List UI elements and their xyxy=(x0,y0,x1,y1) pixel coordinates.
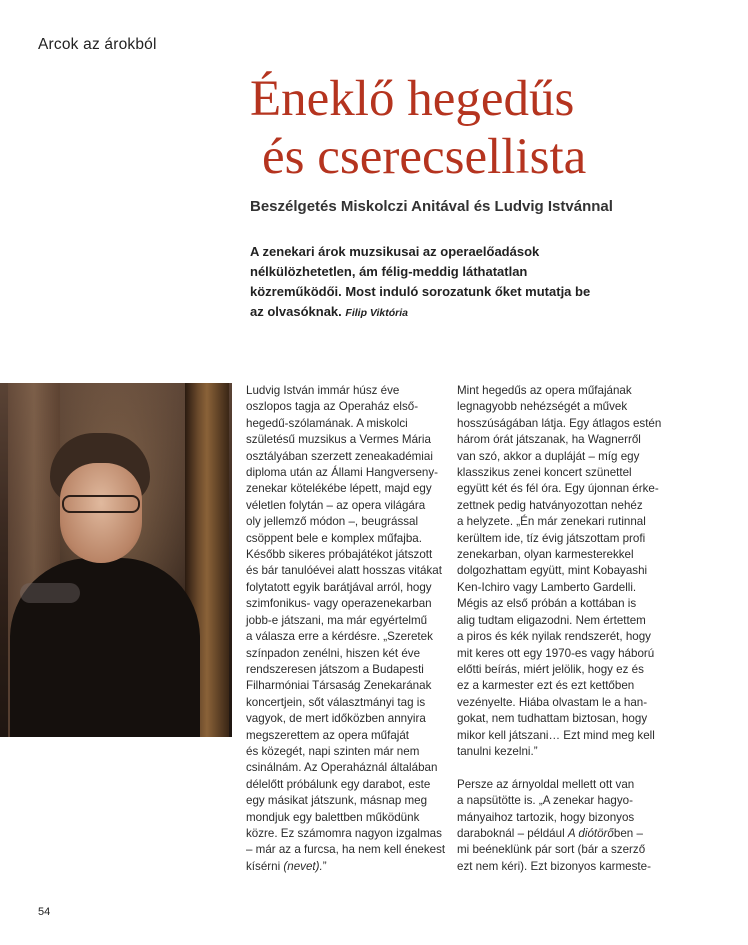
text-line: három órát játszanak, ha Wagnerről xyxy=(457,433,641,447)
text-line: oly jellemző módon –, beugrással xyxy=(246,515,419,529)
text-line: zenekarban, olyan karmesterekkel xyxy=(457,548,634,562)
text-line: klasszikus zenei koncert szünettel xyxy=(457,466,632,480)
text-line: ez a karmester ezt és ezt kettőben xyxy=(457,679,635,693)
text-line: legnagyobb nehézségét a művek xyxy=(457,400,628,414)
title-line: és cserecsellista xyxy=(262,129,587,185)
text-line: folytatott egyik barátjával arról, hogy xyxy=(246,580,432,594)
article-title xyxy=(250,70,586,186)
text-line: mi beéneklünk pár sort (bár a szerző xyxy=(457,843,646,857)
text-segment: daraboknál – például xyxy=(457,826,565,840)
text-line: diploma után az Állami Hangverseny- xyxy=(246,466,439,480)
text-line: és bár tanulóévei alatt hosszas vitákat xyxy=(246,564,442,578)
text-segment: kísérni xyxy=(246,859,281,873)
text-line: mit keres ott egy 1970-es vagy háború xyxy=(457,646,655,660)
lead-line: közreműködői. Most induló sorozatunk őket mutatja be xyxy=(250,284,591,299)
text-line: kerültem ide, tíz évig játszottam profi xyxy=(457,531,646,545)
text-line: a válasza erre a kérdésre. „Szeretek xyxy=(246,630,433,644)
lead-paragraph xyxy=(250,242,610,323)
text-line: mányaihoz tartozik, hogy bizonyos xyxy=(457,810,635,824)
text-line: gokat, nem tudhattam biztosan, hogy xyxy=(457,712,648,726)
text-line: Ken-Ichiro vagy Lamberto Gardelli. xyxy=(457,580,637,594)
portrait-photo xyxy=(0,383,232,737)
photo-shoulder-highlight xyxy=(20,583,80,603)
text-line: Persze az árnyoldal mellett ott van xyxy=(457,777,635,791)
text-line: oszlopos tagja az Operaház első- xyxy=(246,400,419,414)
text-line: osztályában szerzett zeneakadémiai xyxy=(246,449,433,463)
closing-quote: ” xyxy=(322,859,327,873)
text-line: rendszeresen játszom a Budapesti xyxy=(246,662,424,676)
text-line: délelőtt próbálunk egy darabot, este xyxy=(246,777,431,791)
text-line: Mint hegedűs az opera műfajának xyxy=(457,384,632,397)
text-line: mondjuk egy balettben működünk xyxy=(246,810,420,824)
text-line: vezényelte. Hiába olvastam le a han- xyxy=(457,695,648,709)
text-line: együtt két és fél óra. Egy újonnan érke- xyxy=(457,482,659,496)
section-label: Arcok az árokból xyxy=(38,36,157,53)
text-line: dolgozhattam együtt, mint Kobayashi xyxy=(457,564,648,578)
author-byline: Filip Viktória xyxy=(345,307,409,319)
text-line: születésű muzsikus a Vermes Mária xyxy=(246,433,431,447)
text-emphasis: (nevet). xyxy=(283,859,323,873)
text-line: – már az a furcsa, ha nem kell énekest xyxy=(246,843,446,857)
body-column-2 xyxy=(457,383,661,875)
text-line: csöppent bele e komplex műfajba. xyxy=(246,531,422,545)
text-line: van szó, akkor a dupláját – míg egy xyxy=(457,449,640,463)
text-line: megszerettem az opera műfaját xyxy=(246,728,410,742)
text-line: szimfonikus- vagy operazenekarban xyxy=(246,597,432,611)
title-line: Éneklő hegedűs xyxy=(250,71,575,127)
text-line-last xyxy=(246,859,445,875)
text-emphasis: A diótörő xyxy=(567,826,614,840)
text-line xyxy=(457,826,661,842)
text-line: véletlen folytán – az opera világára xyxy=(246,498,426,512)
text-line: Filharmóniai Társaság Zenekarának xyxy=(246,679,432,693)
text-line: a helyzete. „Én már zenekari rutinnal xyxy=(457,515,646,529)
lead-line: A zenekari árok muzsikusai az operaelőadások xyxy=(250,244,540,259)
page-number: 54 xyxy=(38,906,51,918)
text-line: koncertjein, sőt választmányi tag is xyxy=(246,695,426,709)
text-line: közre. Ez számomra nagyon izgalmas xyxy=(246,826,442,840)
text-line: tanulni kezelni.” xyxy=(457,744,538,758)
text-line: és közegét, napi szinten már nem xyxy=(246,744,420,758)
text-line: zenekar kötelékébe lépett, majd egy xyxy=(246,482,432,496)
text-line: előtti beírás, miért jelölik, hogy ez és xyxy=(457,662,644,676)
text-line: vagyok, de mert időközben annyira xyxy=(246,712,426,726)
text-line: színpadon zenélni, hiszen két éve xyxy=(246,646,421,660)
text-line: Mégis az első próbán a kottában is xyxy=(457,597,637,611)
lead-line-last xyxy=(250,302,610,323)
text-line: a napsütötte is. „A zenekar hagyo- xyxy=(457,794,633,808)
lead-line: az olvasóknak. xyxy=(250,304,342,319)
article-subtitle: Beszélgetés Miskolczi Anitával és Ludvig Istvánnal xyxy=(250,198,613,215)
text-line: csinálnám. Az Operaháznál általában xyxy=(246,761,438,775)
text-line: a piros és kék nyilak rendszerét, hogy xyxy=(457,630,651,644)
text-line: Ludvig István immár húsz éve xyxy=(246,384,400,397)
photo-subject-glasses xyxy=(62,495,140,513)
text-line: jobb-e játszani, ma már egyértelmű xyxy=(246,613,428,627)
text-segment: ben – xyxy=(613,826,643,840)
body-column-1 xyxy=(246,383,445,875)
text-line: hosszúságában látja. Egy átlagos estén xyxy=(457,416,662,430)
text-line: Később sikeres próbajátékot játszott xyxy=(246,548,433,562)
text-line: mikor kell játszani… Ezt mind meg kell xyxy=(457,728,655,742)
photo-subject-face xyxy=(60,463,142,563)
text-line: hegedű-szólamának. A miskolci xyxy=(246,416,408,430)
lead-line: nélkülözhetetlen, ám félig-meddig láthatatlan xyxy=(250,264,528,279)
paragraph-gap xyxy=(457,760,661,776)
text-line: alig tudtam eligazodni. Nem értettem xyxy=(457,613,646,627)
text-line: egy másikat játszunk, másnap meg xyxy=(246,794,428,808)
text-line: ezt nem kéri). Ezt bizonyos karmeste- xyxy=(457,859,651,873)
text-line: zettnek pedig hatványozottan nehéz xyxy=(457,498,643,512)
